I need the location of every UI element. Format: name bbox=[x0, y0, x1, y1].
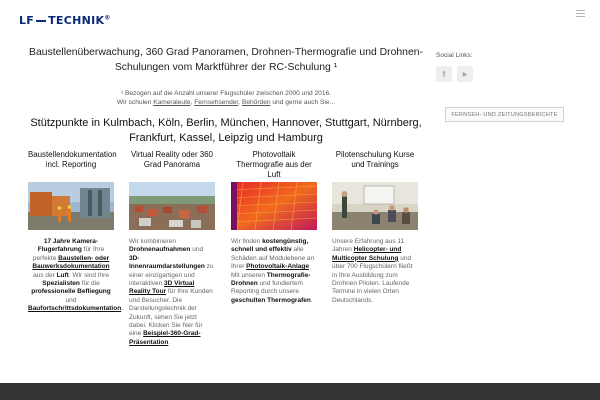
logo-dash bbox=[36, 20, 46, 22]
column-text bbox=[28, 238, 123, 314]
text-2: alle Schäden auf Modulebene an Ihrer bbox=[231, 246, 315, 271]
thermal-photo[interactable] bbox=[231, 182, 317, 230]
text-2: für Ihre perfekte bbox=[32, 246, 105, 262]
social-links-label: Social Links: bbox=[436, 52, 473, 59]
column-title: Virtual Reality oder 360 Grad Panorama bbox=[131, 150, 213, 169]
link-bauwerksdokumentation[interactable]: Baustellen- oder Bauwerksdokumentation bbox=[32, 254, 110, 271]
text-1: Wir finden bbox=[231, 238, 263, 245]
link-photovoltaik-anlage[interactable]: Photovoltaik-Anlage bbox=[246, 263, 310, 271]
footnote-suffix: und gerne auch Sie... bbox=[270, 99, 336, 106]
construction-photo[interactable] bbox=[28, 182, 114, 230]
service-column-thermography bbox=[231, 150, 317, 305]
text-bold-1: 17 Jahre Kamera-Flugerfahrung bbox=[37, 238, 99, 254]
text-5: für die bbox=[79, 280, 100, 288]
column-text bbox=[332, 238, 418, 305]
text-bold-4: professionelle Befliegung bbox=[31, 288, 111, 296]
text-1: Unsere Erfahrung aus 11 Jahren bbox=[332, 238, 405, 254]
text-2: und über 700 Flugschülern fließt in Ihre Ausbildung zum Drohnen Piloten. Laufende Termine in vielen Orten Deutschlands. bbox=[332, 254, 413, 304]
facebook-icon[interactable]: f bbox=[436, 66, 452, 82]
logo-registered: ® bbox=[104, 14, 111, 22]
text-bold-1: Drohnenaufnahmen bbox=[129, 246, 191, 254]
footnote-prefix: Wir schulen bbox=[116, 99, 154, 106]
training-photo[interactable] bbox=[332, 182, 418, 230]
link-behoerden[interactable]: Behörden bbox=[241, 99, 271, 106]
text-bold-2: Luft bbox=[56, 271, 69, 279]
link-baufortschritt[interactable]: Baufortschrittsdokumentation bbox=[28, 305, 122, 313]
text-5: . bbox=[168, 338, 171, 346]
text-3: Mit unseren bbox=[231, 271, 267, 279]
logo-left: LF bbox=[19, 14, 35, 27]
text-3: aus der bbox=[33, 271, 57, 279]
text-7: . bbox=[121, 305, 123, 313]
text-bold-2: Thermografie-Drohnen bbox=[231, 271, 311, 288]
link-kameraleute[interactable]: Kameraleute bbox=[153, 99, 191, 106]
text-3: zu einer einzigartigen und interaktiven bbox=[129, 263, 214, 288]
link-beispiel-360[interactable]: Beispiel-360-Grad-Präsentation bbox=[129, 330, 201, 346]
text-2: und bbox=[190, 246, 204, 254]
column-text bbox=[231, 238, 317, 305]
text-6: und bbox=[65, 296, 77, 304]
text-4: . Wir sind Ihre bbox=[68, 271, 109, 279]
footer-bar bbox=[0, 383, 600, 400]
column-title: Baustellendokumentation incl. Reporting bbox=[28, 150, 117, 169]
footnote bbox=[22, 89, 430, 107]
social-icons bbox=[436, 66, 566, 82]
press-reports-button[interactable]: FERNSEH- UND ZEITUNGSBERICHTE bbox=[445, 107, 564, 122]
text-4: für Ihre Kunden und Besucher. Die Darstellungstechnik der Zukunft, sehen Sie jetzt dabei. Klicken Sie hier für eine bbox=[129, 288, 213, 338]
site-logo[interactable] bbox=[19, 14, 111, 27]
logo-right: TECHNIK bbox=[48, 14, 105, 27]
text-5: . bbox=[310, 296, 313, 304]
text-bold-1: kostengünstig, schnell und effektiv bbox=[231, 238, 309, 254]
panorama-photo[interactable] bbox=[129, 182, 215, 230]
column-text bbox=[129, 238, 215, 347]
column-title: Photovoltaik Thermografie aus der Luft bbox=[236, 150, 312, 179]
stations-heading: Stützpunkte in Kulmbach, Köln, Berlin, München, Hannover, Stuttgart, Nürnberg, Frankfurt, Kassel, Leipzig und Hamburg bbox=[30, 117, 422, 144]
youtube-icon[interactable]: ▶ bbox=[457, 66, 473, 82]
service-column-pilot-training bbox=[332, 150, 418, 305]
link-multicopter-schulung[interactable]: Helicopter- und Multicopter Schulung bbox=[332, 246, 402, 262]
text-bold-3: geschulten Thermografen bbox=[231, 296, 311, 304]
intro-headline: Baustellenüberwachung, 360 Grad Panoramen, Drohnen-Thermografie und Drohnen-Schulungen vom Marktführer der RC-Schulung ¹ bbox=[29, 47, 423, 73]
main-content bbox=[22, 46, 430, 346]
footnote-line2 bbox=[22, 98, 430, 107]
link-3d-virtual-reality-tour[interactable]: 3D Virtual Reality Tour bbox=[129, 280, 195, 296]
service-column-virtual-reality bbox=[129, 150, 215, 347]
footnote-line1: ¹ Bezogen auf die Anzahl unserer Flugschüler zwischen 2000 und 2016. bbox=[120, 90, 332, 97]
text-1: Wir kombinieren bbox=[129, 238, 176, 245]
sidebar bbox=[436, 52, 566, 118]
link-fernsehsender[interactable]: Fernsehsender bbox=[194, 99, 239, 106]
hamburger-icon[interactable] bbox=[576, 10, 585, 18]
text-bold-2: 3D-Innenraumdarstellungen bbox=[129, 254, 205, 271]
site-header bbox=[0, 0, 600, 36]
text-4: und fundiertem Reporting durch unsere bbox=[231, 280, 303, 296]
text-bold-3: Spezialisten bbox=[42, 280, 80, 288]
footnote-sep2: , bbox=[238, 99, 242, 106]
service-column-construction bbox=[28, 150, 123, 314]
column-title: Pilotenschulung Kurse und Trainings bbox=[335, 150, 415, 169]
footnote-sep1: , bbox=[190, 99, 195, 106]
